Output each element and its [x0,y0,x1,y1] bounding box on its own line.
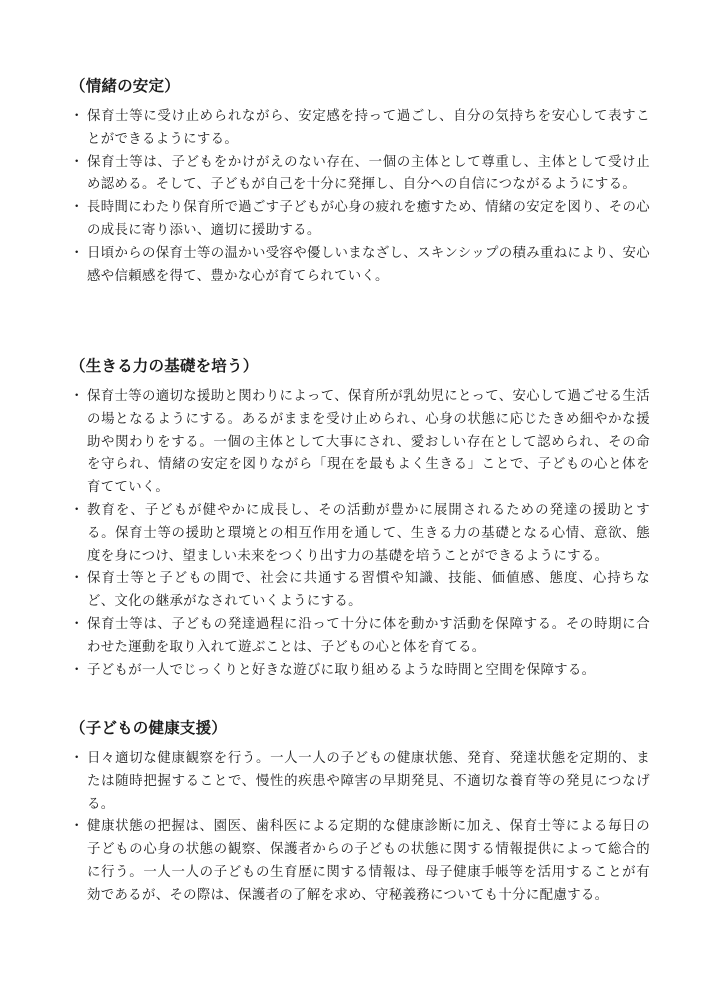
bullet-icon: ・ [70,751,84,766]
bullet-icon: ・ [70,571,84,587]
section-heading: （子どもの健康支援） [70,719,228,737]
section-foundation-of-living-power [70,355,650,682]
list-item [70,660,650,683]
bullet-list [70,386,650,682]
list-item [70,386,650,500]
list-item [70,568,650,614]
bullet-list [70,748,650,908]
list-item-text: 日頃からの保育士等の温かい受容や優しいまなざし、スキンシップの積み重ねにより、安心感や信頼感を得て、豊かな心が育てられていく。 [87,245,650,284]
list-item [70,197,650,243]
section-heading: （生きる力の基礎を培う） [70,357,259,375]
list-item-text: 保育士等は、子どもの発達過程に沿って十分に体を動かす活動を保障する。その時期に合わせた運動を取り入れて遊ぶことは、子どもの心と体を育てる。 [87,616,650,655]
list-item-text: 保育士等に受け止められながら、安定感を持って過ごし、自分の気持ちを安心して表すことができるようにする。 [87,109,650,147]
list-item-text: 保育士等の適切な援助と関わりによって、保育所が乳幼児にとって、安心して過ごせる生活の場となるようにする。あるがままを受け止められ、心身の状態に応じたきめ細やかな援助や関わりをする。一個の主体として大事にされ、愛おしい存在として認められ、その命を守られ、情緒の安定を図りながら「現在を最もよく生きる」ことで、子どもの心と体を育てていく。 [87,389,650,496]
section-child-health-support [70,717,650,908]
list-item-text: 教育を、子どもが健やかに成長し、その活動が豊かに展開されるための発達の援助とする。保育士等の援助と環境との相互作用を通して、生きる力の基礎となる心情、意欲、態度を身につけ、望ましい未来をつくり出す力の基礎を培うことができるようにする。 [87,502,650,564]
bullet-icon: ・ [70,819,84,835]
bullet-list [70,106,650,288]
bullet-icon: ・ [70,154,84,170]
list-item-text: 保育士等は、子どもをかけがえのない存在、一個の主体として尊重し、主体として受け止め認める。そして、子どもが自己を十分に発揮し、自分への自信につながるようにする。 [87,154,650,193]
list-item [70,748,650,816]
bullet-icon: ・ [70,389,84,404]
section-heading: （情緒の安定） [70,77,180,95]
list-item [70,152,650,198]
list-item [70,816,650,907]
list-item [70,614,650,660]
list-item-text: 子どもが一人でじっくりと好きな遊びに取り組めるような時間と空間を保障する。 [87,662,596,678]
bullet-icon: ・ [70,662,84,678]
list-item-text: 長時間にわたり保育所で過ごす子どもが心身の疲れを癒すため、情緒の安定を図り、その心の成長に寄り添い、適切に援助する。 [87,200,650,238]
list-item-text: 健康状態の把握は、園医、歯科医による定期的な健康診断に加え、保育士等による毎日の子どもの心身の状態の観察、保護者からの子どもの状態に関する情報提供によって総合的に行う。一人一人の子どもの生育歴に関する情報は、母子健康手帳等を活用することが有効であるが、その際は、保護者の了解を求め、守秘義務についても十分に配慮する。 [87,819,650,903]
section-emotional-stability [70,75,650,288]
list-item [70,243,650,289]
bullet-icon: ・ [70,502,84,518]
list-item-text: 日々適切な健康観察を行う。一人一人の子どもの健康状態、発育、発達状態を定期的、または随時把握することで、慢性的疾患や障害の早期発見、不適切な養育等の発見につなげる。 [87,751,650,812]
list-item [70,500,650,568]
bullet-icon: ・ [70,616,84,632]
list-item [70,106,650,152]
bullet-icon: ・ [70,109,84,124]
bullet-icon: ・ [70,245,84,261]
list-item-text: 保育士等と子どもの間で、社会に共通する習慣や知識、技能、価値感、態度、心持ちなど、文化の継承がなされていくようにする。 [87,571,650,610]
bullet-icon: ・ [70,200,84,216]
